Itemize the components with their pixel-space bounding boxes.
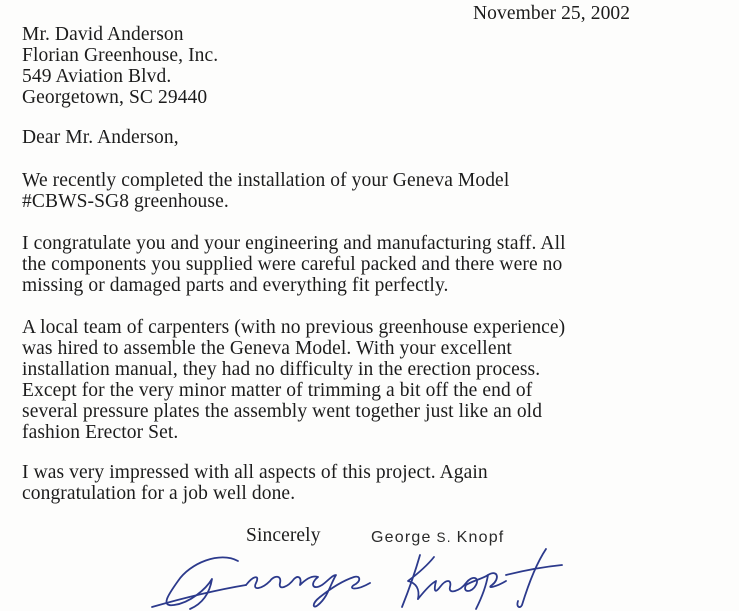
handwritten-signature <box>150 545 590 611</box>
signer-last-name: Knopf <box>456 529 505 546</box>
paragraph1-line: #CBWS-SG8 greenhouse. <box>22 191 229 212</box>
paragraph4-line: I was very impressed with all aspects of this project. Again <box>22 462 488 483</box>
paragraph3-line: several pressure plates the assembly went together just like an old <box>22 401 543 422</box>
salutation: Dear Mr. Anderson, <box>22 127 179 148</box>
paragraph3-line: Except for the very minor matter of trimming a bit off the end of <box>22 380 533 401</box>
recipient-company: Florian Greenhouse, Inc. <box>22 45 219 66</box>
paragraph3-line: installation manual, they had no difficulty in the erection process. <box>22 359 541 380</box>
signer-initial: S. <box>436 530 452 545</box>
signer-first-name: George <box>371 529 432 546</box>
paragraph4-line: congratulation for a job well done. <box>22 483 296 504</box>
recipient-street: 549 Aviation Blvd. <box>22 66 172 87</box>
paragraph1-line: We recently completed the installation of your Geneva Model <box>22 170 510 191</box>
paragraph3-line: was hired to assemble the Geneva Model. With your excellent <box>22 338 512 359</box>
paragraph2-line: missing or damaged parts and everything fit perfectly. <box>22 275 449 296</box>
paragraph3-line: A local team of carpenters (with no previous greenhouse experience) <box>22 317 566 338</box>
paragraph3-line: fashion Erector Set. <box>22 422 179 443</box>
recipient-city: Georgetown, SC 29440 <box>22 87 208 108</box>
closing: Sincerely <box>246 525 321 546</box>
paragraph2-line: I congratulate you and your engineering and manufacturing staff. All <box>22 233 566 254</box>
recipient-name: Mr. David Anderson <box>22 24 184 45</box>
letter-date: November 25, 2002 <box>473 3 631 24</box>
paragraph2-line: the components you supplied were careful packed and there were no <box>22 254 563 275</box>
